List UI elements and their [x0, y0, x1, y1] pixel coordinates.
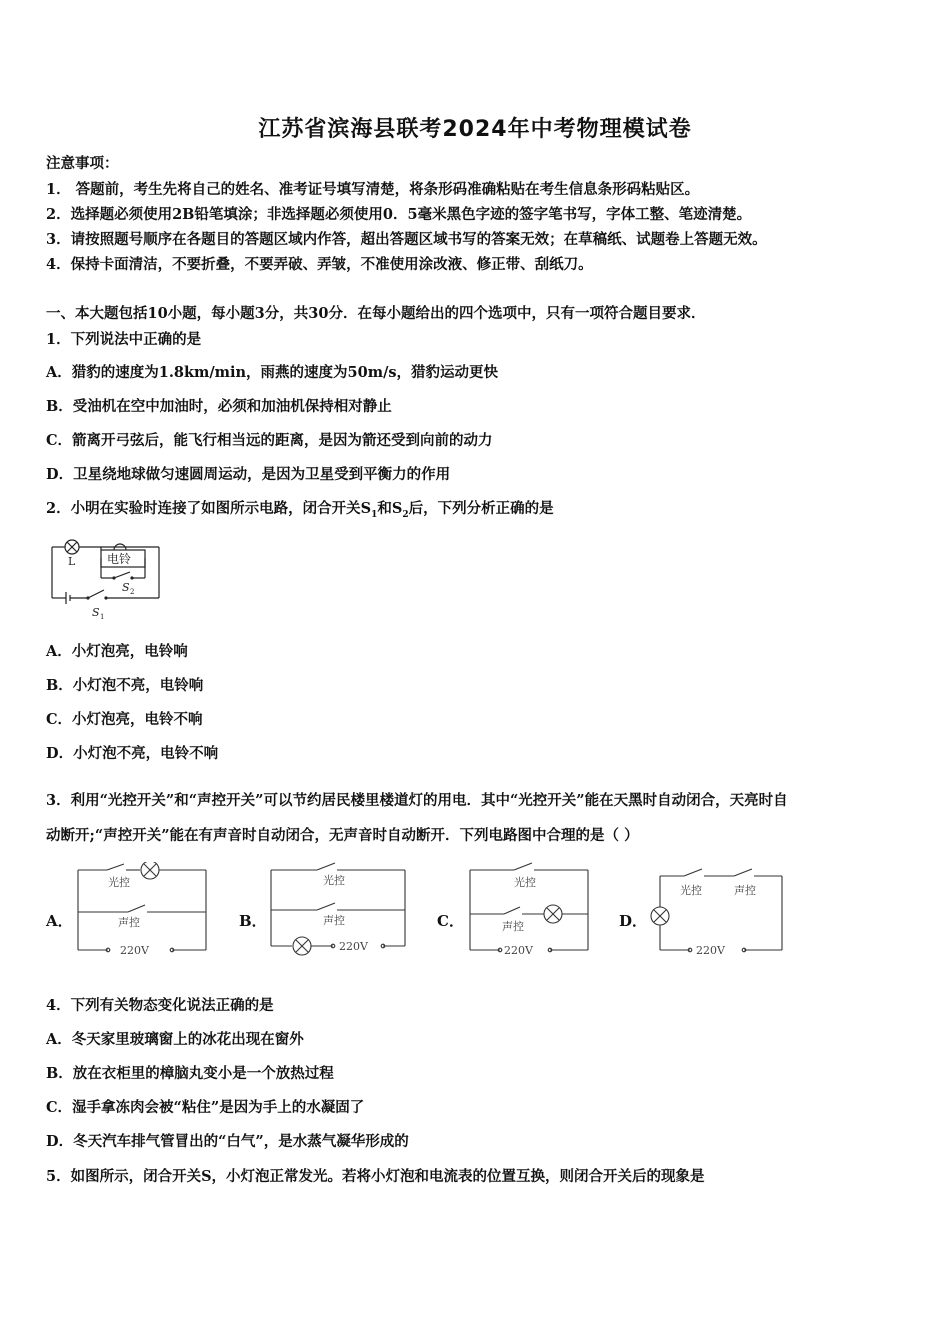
q2-sub: 2: [402, 509, 409, 520]
question-4-option-b: B．放在衣柜里的樟脑丸变小是一个放热过程: [46, 1065, 334, 1082]
notice-item: 4．保持卡面清洁，不要折叠，不要弄破、弄皱，不准使用涂改液、修正带、刮纸刀。: [46, 256, 593, 273]
question-1-option-c: C．箭离开弓弦后，能飞行相当远的距离，是因为箭还受到向前的动力: [46, 432, 493, 449]
q2-stem-part: 后，下列分析正确的是: [408, 500, 554, 517]
question-1-option-b: B．受油机在空中加油时，必须和加油机保持相对静止: [46, 398, 392, 415]
question-3-stem: 动断开;“声控开关”能在有声音时自动闭合，无声音时自动断开．下列电路图中合理的是（ ）: [46, 827, 639, 844]
s2-label: S: [122, 581, 130, 594]
question-1-option-d: D．卫星绕地球做匀速圆周运动，是因为卫星受到平衡力的作用: [46, 466, 451, 483]
q3a-sound-label: 声控: [118, 916, 140, 929]
question-2-circuit-diagram: [44, 534, 169, 624]
q3b-light-label: 光控: [323, 874, 345, 887]
q3d-voltage-label: 220V: [696, 944, 725, 957]
s1-sub: 1: [100, 613, 105, 621]
question-2-option-b: B．小灯泡不亮，电铃响: [46, 677, 204, 694]
notice-item: 2．选择题必须使用2B铅笔填涂；非选择题必须使用0．5毫米黑色字迹的签字笔书写，字体工整、笔迹清楚。: [46, 206, 752, 223]
q3c-voltage-label: 220V: [504, 944, 533, 957]
question-5-stem: 5．如图所示，闭合开关S，小灯泡正常发光。若将小灯泡和电流表的位置互换，则闭合开关后的现象是: [46, 1168, 705, 1185]
q2-stem-part: 和S: [377, 500, 403, 517]
bell-label: 电铃: [107, 552, 132, 566]
question-2-option-c: C．小灯泡亮，电铃不响: [46, 711, 203, 728]
question-4-stem: 4．下列有关物态变化说法正确的是: [46, 997, 274, 1014]
question-3-stem: 3．利用“光控开关”和“声控开关”可以节约居民楼里楼道灯的用电．其中“光控开关”能在天黑时自动闭合，天亮时自: [46, 792, 788, 809]
s2-sub: 2: [130, 588, 135, 596]
question-2-option-a: A．小灯泡亮，电铃响: [46, 643, 188, 660]
q3-option-d-circuit: [648, 862, 788, 962]
q3b-sound-label: 声控: [323, 914, 345, 927]
q3a-light-label: 光控: [108, 876, 130, 889]
question-4-option-d: D．冬天汽车排气管冒出的“白气”，是水蒸气凝华形成的: [46, 1133, 409, 1150]
page-title: 江苏省滨海县联考2024年中考物理模试卷: [258, 117, 692, 142]
question-2-option-d: D．小灯泡不亮，电铃不响: [46, 745, 219, 762]
q3a-voltage-label: 220V: [120, 944, 149, 957]
question-2-stem: [46, 497, 554, 520]
notice-item: 3．请按照题号顺序在各题目的答题区域内作答，超出答题区域书写的答案无效；在草稿纸、试题卷上答题无效。: [46, 231, 767, 248]
q3-option-a-label: A．: [46, 912, 73, 930]
q3-option-c-label: C．: [437, 912, 464, 930]
q2-stem-part: 2．小明在实验时连接了如图所示电路，闭合开关S: [46, 500, 372, 517]
q3-option-d-label: D．: [619, 912, 648, 930]
q3-option-b-circuit: [265, 862, 410, 962]
section-heading: 一、本大题包括10小题，每小题3分，共30分．在每小题给出的四个选项中，只有一项符合题目要求．: [46, 305, 706, 322]
q3c-light-label: 光控: [514, 876, 536, 889]
question-1-option-a: A．猎豹的速度为1.8km/min，雨燕的速度为50m/s，猎豹运动更快: [46, 364, 499, 381]
lamp-label: L: [68, 555, 76, 568]
q2-sub: 1: [371, 509, 378, 520]
question-4-option-a: A．冬天家里玻璃窗上的冰花出现在窗外: [46, 1031, 304, 1048]
notice-heading: 注意事项：: [46, 155, 119, 172]
q3-option-b-label: B．: [239, 912, 267, 930]
question-1-stem: 1．下列说法中正确的是: [46, 331, 202, 348]
q3-option-c-circuit: [464, 862, 594, 962]
notice-item: 1． 答题前，考生先将自己的姓名、准考证号填写清楚，将条形码准确粘贴在考生信息条形码粘贴区。: [46, 181, 700, 198]
q3d-light-label: 光控: [680, 884, 702, 897]
question-4-option-c: C．湿手拿冻肉会被“粘住”是因为手上的水凝固了: [46, 1099, 365, 1116]
q3-option-a-circuit: [72, 862, 212, 962]
q3d-sound-label: 声控: [734, 884, 756, 897]
s1-label: S: [92, 606, 100, 619]
q3c-sound-label: 声控: [502, 920, 524, 933]
q3b-voltage-label: 220V: [339, 940, 368, 953]
